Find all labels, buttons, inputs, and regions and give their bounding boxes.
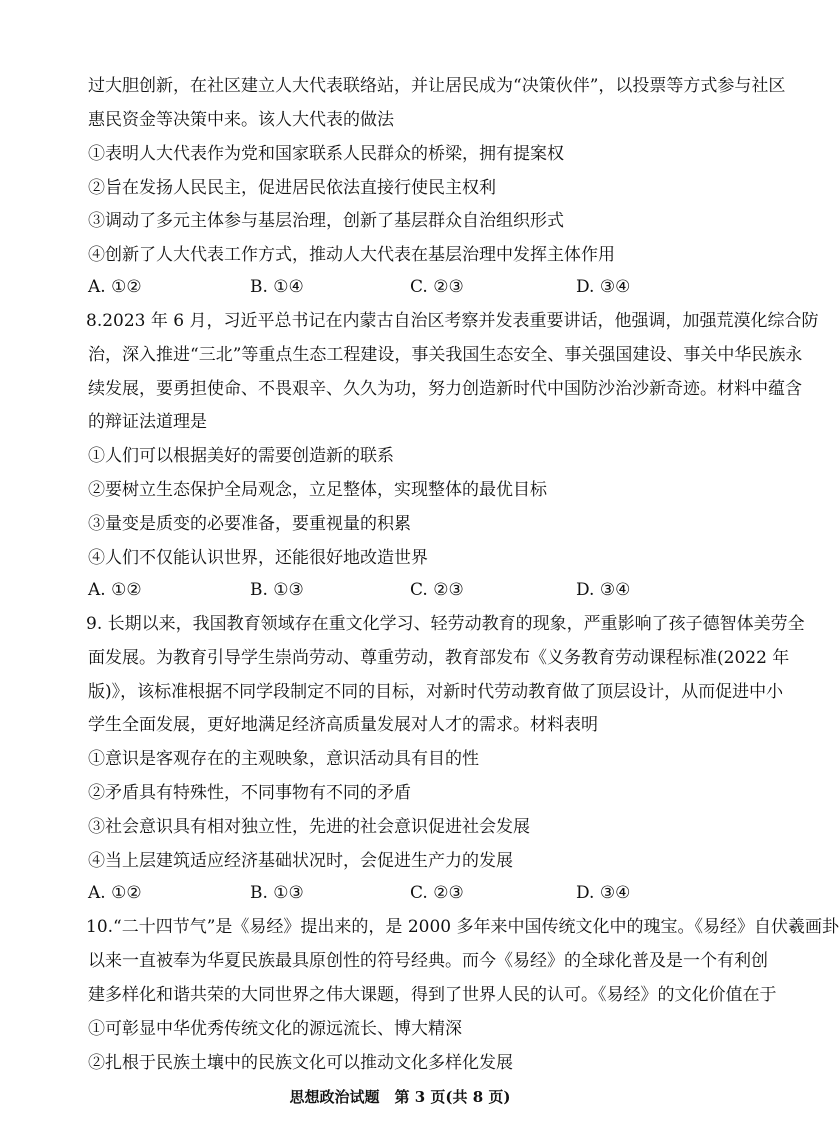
q9-choice-c: C. ②③: [410, 883, 464, 903]
q7-choice-d: D. ③④: [576, 277, 631, 297]
q8-choice-d: D. ③④: [576, 580, 631, 600]
q7-choices: [88, 275, 768, 299]
q9-choice-d: D. ③④: [576, 883, 631, 903]
q8-choice-b: B. ①③: [250, 580, 304, 600]
q9-choices: [88, 881, 768, 905]
q7-option-1: ①表明人大代表作为党和国家联系人民群众的桥梁，拥有提案权: [88, 144, 564, 164]
q8-stem-line-2: 治，深入推进“三北”等重点生态工程建设，事关我国生态安全、事关强国建设、事关中华民族永: [88, 345, 803, 365]
q9-choice-a: A. ①②: [88, 883, 142, 903]
page-footer: 思想政治试题 第 3 页(共 8 页): [289, 1088, 511, 1106]
q9-option-2: ②矛盾具有特殊性，不同事物有不同的矛盾: [88, 783, 411, 803]
q10-stem-line-1: 10.“二十四节气”是《易经》提出来的，是 2000 多年来中国传统文化中的瑰宝。《易经》自伏羲画卦: [86, 917, 839, 937]
q10-option-1: ①可彰显中华优秀传统文化的源远流长、博大精深: [88, 1019, 462, 1039]
q8-stem-line-4: 的辩证法道理是: [88, 412, 207, 432]
q10-option-2: ②扎根于民族土壤中的民族文化可以推动文化多样化发展: [88, 1053, 513, 1073]
q8-option-1: ①人们可以根据美好的需要创造新的联系: [88, 446, 394, 466]
q9-stem-line-2: 面发展。为教育引导学生崇尚劳动、尊重劳动，教育部发布《义务教育劳动课程标准(2022 年: [88, 648, 790, 668]
q8-option-3: ③量变是质变的必要准备，要重视量的积累: [88, 514, 411, 534]
q8-choice-a: A. ①②: [88, 580, 142, 600]
q8-choices: [88, 578, 768, 602]
q9-choice-b: B. ①③: [250, 883, 304, 903]
q7-stem-line-2: 惠民资金等决策中来。该人大代表的做法: [88, 110, 394, 130]
q10-stem-line-3: 建多样化和谐共荣的大同世界之伟大课题，得到了世界人民的认可。《易经》的文化价值在于: [88, 985, 777, 1005]
q9-stem-line-4: 学生全面发展，更好地满足经济高质量发展对人才的需求。材料表明: [88, 715, 598, 735]
q10-stem-line-2: 以来一直被奉为华夏民族最具原创性的符号经典。而今《易经》的全球化普及是一个有利创: [88, 951, 768, 971]
q9-stem-line-3: 版)》，该标准根据不同学段制定不同的目标，对新时代劳动教育做了顶层设计，从而促进中小: [88, 682, 784, 702]
q8-choice-c: C. ②③: [410, 580, 464, 600]
q8-option-2: ②要树立生态保护全局观念，立足整体，实现整体的最优目标: [88, 480, 547, 500]
q8-stem-line-3: 续发展，要勇担使命、不畏艰辛、久久为功，努力创造新时代中国防沙治沙新奇迹。材料中蕴含: [88, 379, 802, 399]
q9-stem-line-1: 9. 长期以来，我国教育领域存在重文化学习、轻劳动教育的现象，严重影响了孩子德智体美劳全: [86, 614, 805, 634]
q9-option-1: ①意识是客观存在的主观映象，意识活动具有目的性: [88, 749, 479, 769]
q7-choice-a: A. ①②: [88, 277, 142, 297]
q8-option-4: ④人们不仅能认识世界，还能很好地改造世界: [88, 548, 428, 568]
q7-choice-b: B. ①④: [250, 277, 304, 297]
q8-stem-line-1: 8.2023 年 6 月，习近平总书记在内蒙古自治区考察并发表重要讲话，他强调，加强荒漠化综合防: [86, 311, 819, 331]
q7-option-2: ②旨在发扬人民民主，促进居民依法直接行使民主权利: [88, 178, 496, 198]
q9-option-4: ④当上层建筑适应经济基础状况时，会促进生产力的发展: [88, 851, 513, 871]
q9-option-3: ③社会意识具有相对独立性，先进的社会意识促进社会发展: [88, 817, 530, 837]
q7-option-3: ③调动了多元主体参与基层治理，创新了基层群众自治组织形式: [88, 211, 564, 231]
q7-option-4: ④创新了人大代表工作方式，推动人大代表在基层治理中发挥主体作用: [88, 245, 615, 265]
q7-choice-c: C. ②③: [410, 277, 464, 297]
q7-stem-line-1: 过大胆创新，在社区建立人大代表联络站，并让居民成为“决策伙伴”，以投票等方式参与社区: [88, 76, 786, 96]
